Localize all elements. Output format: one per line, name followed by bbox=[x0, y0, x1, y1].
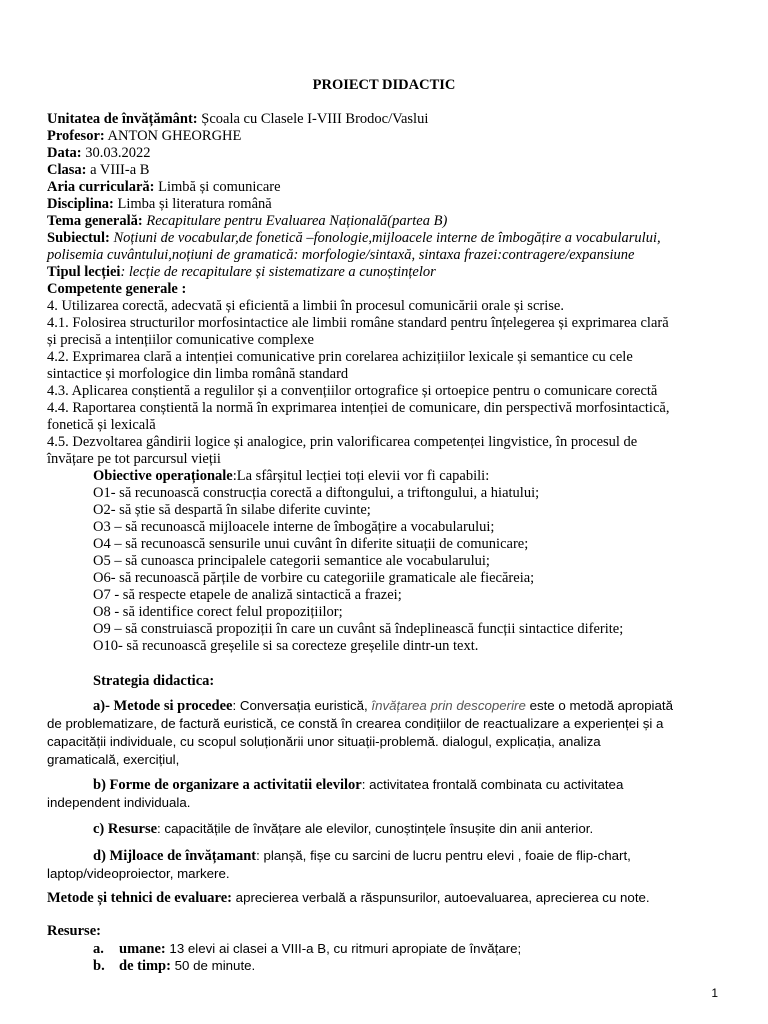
competenta-4: 4. Utilizarea corectă, adecvată și eficientă a limbii în procesul comunicării orale și scrise. bbox=[47, 298, 564, 314]
evaluare-line: Metode și tehnici de evaluare: aprecierea verbală a răspunsurilor, autoevaluarea, aprecierea cu note. bbox=[47, 890, 650, 906]
obiectiv-o6: O6- să recunoască părțile de vorbire cu categoriile gramaticale ale fiecăreia; bbox=[93, 570, 535, 586]
unitatea-line bbox=[47, 111, 728, 128]
forme-line-2: independent individuala. bbox=[47, 795, 191, 810]
aria-line bbox=[47, 179, 728, 196]
competenta-4-5: 4.5. Dezvoltarea gândirii logice și analogice, prin valorificarea competenței lingvistice, în procesul de bbox=[47, 434, 638, 450]
aria-label: Aria curriculară: bbox=[47, 179, 155, 195]
mijloace-line-1: d) Mijloace de învățamant: planșă, fișe cu sarcini de lucru pentru elevi , foaie de flip-chart, bbox=[93, 848, 631, 864]
subiectul-value: Noțiuni de vocabular,de fonetică –fonologie,mijloacele interne de îmbogățire a vocabularului, bbox=[109, 230, 661, 246]
unitatea-label: Unitatea de învățământ: bbox=[47, 111, 198, 127]
competenta-4-1-cont: și precisă a intențiilor comunicative complexe bbox=[47, 332, 314, 348]
page-number: 1 bbox=[711, 986, 718, 1000]
strategia-heading: Strategia didactica: bbox=[93, 673, 215, 689]
clasa-value: a VIII-a B bbox=[86, 162, 150, 178]
obiectiv-o2: O2- să știe să despartă în silabe diferite cuvinte; bbox=[93, 502, 371, 518]
subiectul-label: Subiectul: bbox=[47, 230, 110, 246]
mijloace-label: d) Mijloace de învățamant bbox=[93, 848, 257, 864]
mijloace-line-2: laptop/videoproiector, markere. bbox=[47, 866, 230, 881]
metode-line-3: capacității individuale, cu scopul soluționării unor situații-problemă. dialogul, explicația, analiza bbox=[47, 734, 601, 749]
tema-label: Tema generală: bbox=[47, 213, 143, 229]
resurse-c-label: c) Resurse bbox=[93, 821, 158, 837]
competenta-4-2-cont: sintactice și morfologice din limba română standard bbox=[47, 366, 349, 382]
competenta-4-4: 4.4. Raportarea conștientă la normă în exprimarea intenției de comunicare, din perspectivă morfosintactică, bbox=[47, 400, 670, 416]
clasa-line bbox=[47, 162, 728, 179]
data-label: Data: bbox=[47, 145, 82, 161]
metode-line-2: de problematizare, de factură euristică, ce constă în crearea condițiilor de reactualizare a experienței și a bbox=[47, 716, 664, 731]
subiectul-line bbox=[47, 230, 728, 247]
data-line bbox=[47, 145, 728, 162]
subiectul-value-cont: polisemia cuvântului,noțiuni de gramatică: morfologie/sintaxă, sintaxa frazei:contragere/expansiune bbox=[47, 247, 635, 263]
disciplina-label: Disciplina: bbox=[47, 196, 114, 212]
forme-label: b) Forme de organizare a activitatii elevilor bbox=[93, 777, 362, 793]
tipul-label: Tipul lecției bbox=[47, 264, 121, 280]
subiectul-line-2 bbox=[47, 247, 728, 264]
competenta-4-4-cont: fonetică și lexicală bbox=[47, 417, 156, 433]
competenta-4-5-cont: învățare pe tot parcursul vieții bbox=[47, 451, 221, 467]
aria-value: Limbă și comunicare bbox=[154, 179, 281, 195]
obiectiv-o10: O10- să recunoască greșelile si sa corecteze greșelile dintr-un text. bbox=[93, 638, 479, 654]
data-value: 30.03.2022 bbox=[81, 145, 151, 161]
competenta-4-1: 4.1. Folosirea structurilor morfosintactice ale limbii române standard pentru înțelegerea și exprimarea clară bbox=[47, 315, 669, 331]
obiectiv-o5: O5 – să cunoasca principalele categorii semantice ale vocabularului; bbox=[93, 553, 490, 569]
tema-value: Recapitulare pentru Evaluarea Națională(partea B) bbox=[142, 213, 448, 229]
unitatea-value: Școala cu Clasele I-VIII Brodoc/Vaslui bbox=[197, 111, 429, 127]
metode-line-4: gramaticală, exercițiul, bbox=[47, 752, 180, 767]
resurse-item-umane: a. umane: 13 elevi ai clasei a VIII-a B, cu ritmuri apropiate de învățare; bbox=[93, 941, 522, 957]
obiectiv-o4: O4 – să recunoască sensurile unui cuvânt în diferite situații de comunicare; bbox=[93, 536, 529, 552]
clasa-label: Clasa: bbox=[47, 162, 87, 178]
resurse-item-timp: b. de timp: 50 de minute. bbox=[93, 958, 256, 974]
competenta-4-2: 4.2. Exprimarea clară a intenției comunicative prin corelarea achizițiilor lexicale și semantice cu cele bbox=[47, 349, 633, 365]
tema-line bbox=[47, 213, 728, 230]
evaluare-label: Metode și tehnici de evaluare: bbox=[47, 890, 232, 906]
obiectiv-o7: O7 - să respecte etapele de analiză sintactică a frazei; bbox=[93, 587, 402, 603]
resurse-heading: Resurse: bbox=[47, 923, 101, 939]
disciplina-line bbox=[47, 196, 728, 213]
metode-label: a)- Metode si procedee bbox=[93, 698, 233, 714]
tipul-line bbox=[47, 264, 728, 281]
obiectiv-o3: O3 – să recunoască mijloacele interne de îmbogățire a vocabularului; bbox=[93, 519, 495, 535]
competenta-4-3: 4.3. Aplicarea conștientă a regulilor și a convențiilor ortografice și ortoepice pentru o comunicare corectă bbox=[47, 383, 658, 399]
profesor-line bbox=[47, 128, 728, 145]
obiectiv-o9: O9 – să construiască propoziții în care un cuvânt să îndeplinească funcții sintactice diferite; bbox=[93, 621, 624, 637]
obiectiv-o1: O1- să recunoască construcția corectă a diftongului, a triftongului, a hiatului; bbox=[93, 485, 540, 501]
resurse-c-line: c) Resurse: capacitățile de învățare ale elevilor, cunoștințele însușite din anii anterior. bbox=[93, 821, 594, 837]
document-title: PROIECT DIDACTIC bbox=[312, 77, 456, 93]
tipul-value: : lecție de recapitulare și sistematizare a cunoștințelor bbox=[120, 264, 436, 280]
profesor-value: ANTON GHEORGHE bbox=[104, 128, 242, 144]
disciplina-value: Limba și literatura română bbox=[113, 196, 272, 212]
forme-line-1: b) Forme de organizare a activitatii elevilor: activitatea frontală combinata cu activitatea bbox=[93, 777, 624, 793]
profesor-label: Profesor: bbox=[47, 128, 105, 144]
obiective-heading: Obiective operaționale:La sfârșitul lecției toți elevii vor fi capabili: bbox=[93, 468, 490, 484]
obiectiv-o8: O8 - să identifice corect felul propozițiilor; bbox=[93, 604, 343, 620]
metode-line-1: a)- Metode si procedee: Conversația euristică, învățarea prin descoperire este o metodă apropiată bbox=[93, 698, 673, 714]
competente-heading: Competente generale : bbox=[47, 281, 187, 297]
